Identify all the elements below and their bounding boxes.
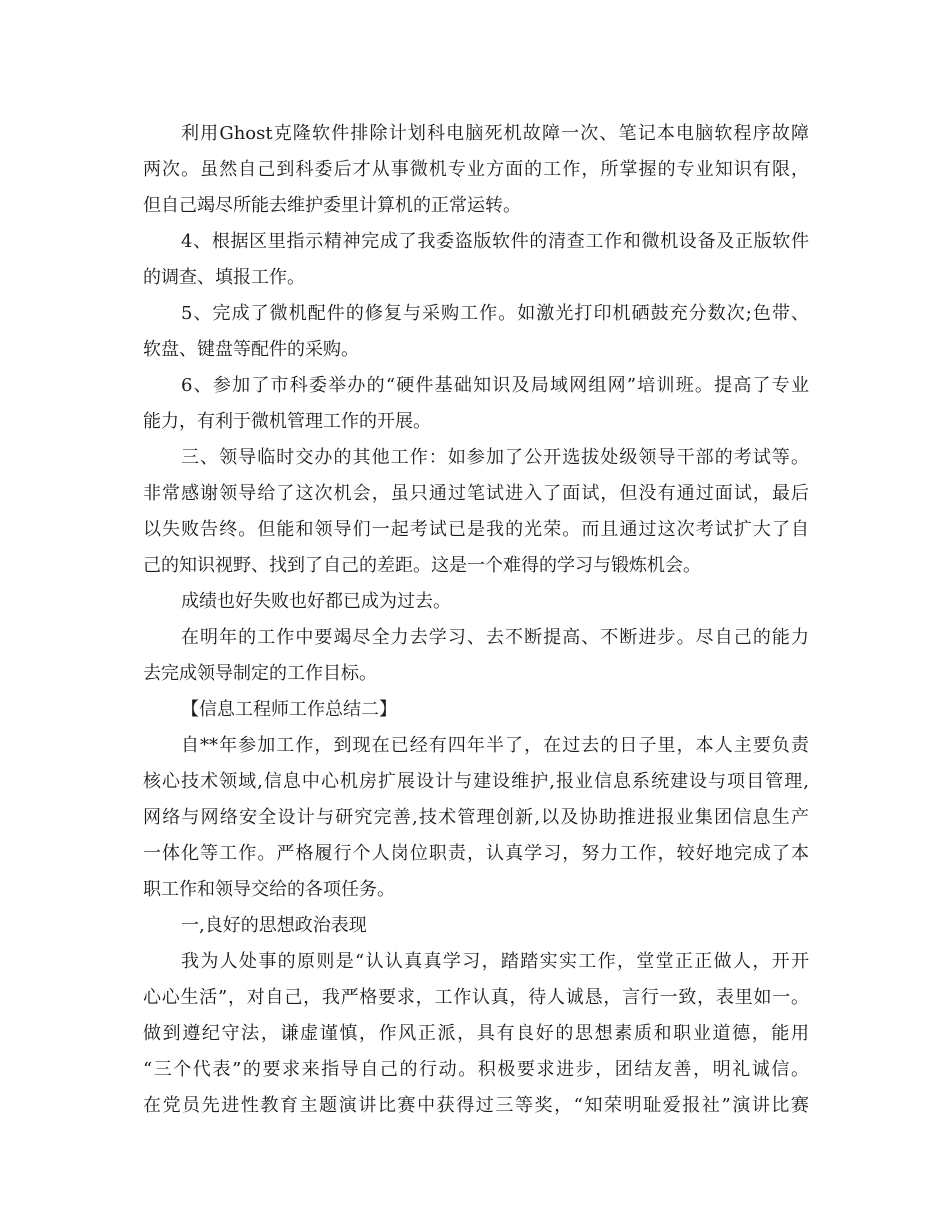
text-line: 的调查、填报工作。 [143, 267, 305, 288]
text-line: 心心生活”，对自己，我严格要求，工作认真，待人诚恳，言行一致，表里如一。 [143, 987, 809, 1008]
text-line: 一体化等工作。严格履行个人岗位职责，认真学习，努力工作，较好地完成了本 [143, 843, 809, 864]
text-line: 在明年的工作中要竭尽全力去学习、去不断提高、不断进步。尽自己的能力 [181, 627, 809, 648]
text-line: 己的知识视野、找到了自己的差距。这是一个难得的学习与锻炼机会。 [143, 555, 701, 576]
text-line: 软盘、键盘等配件的采购。 [143, 339, 359, 360]
text-line: 我为人处事的原则是“认认真真学习，踏踏实实工作，堂堂正正做人，开开 [181, 951, 809, 972]
text-line: 做到遵纪守法，谦虚谨慎，作风正派，具有良好的思想素质和职业道德，能用 [143, 1023, 809, 1044]
text-line: 但自己竭尽所能去维护委里计算机的正常运转。 [143, 195, 521, 216]
text-line: 两次。虽然自己到科委后才从事微机专业方面的工作，所掌握的专业知识有限， [143, 159, 809, 180]
text-line: “三个代表”的要求来指导自己的行动。积极要求进步，团结友善，明礼诚信。 [143, 1059, 809, 1080]
document-body [143, 116, 809, 1124]
text-line: 以失败告终。但能和领导们一起考试已是我的光荣。而且通过这次考试扩大了自 [143, 519, 809, 540]
text-line: 5、完成了微机配件的修复与采购工作。如激光打印机硒鼓充分数次;色带、 [181, 303, 809, 324]
text-line: 一,良好的思想政治表现 [181, 915, 367, 936]
text-line: 【信息工程师工作总结二】 [181, 699, 397, 720]
text-line: 去完成领导制定的工作目标。 [143, 663, 377, 684]
text-line: 4、根据区里指示精神完成了我委盗版软件的清查工作和微机设备及正版软件 [181, 231, 809, 252]
text-line: 自**年参加工作，到现在已经有四年半了，在过去的日子里，本人主要负责 [181, 735, 809, 756]
text-line: 在党员先进性教育主题演讲比赛中获得过三等奖，“知荣明耻爱报社”演讲比赛 [143, 1095, 809, 1116]
text-line: 能力，有利于微机管理工作的开展。 [143, 411, 431, 432]
text-line: 三、领导临时交办的其他工作：如参加了公开选拔处级领导干部的考试等。 [181, 447, 809, 468]
text-line: 6、参加了市科委举办的“硬件基础知识及局域网组网”培训班。提高了专业 [181, 375, 809, 396]
text-line: 网络与网络安全设计与研究完善,技术管理创新,以及协助推进报业集团信息生产 [143, 807, 809, 828]
text-line: 非常感谢领导给了这次机会，虽只通过笔试进入了面试，但没有通过面试，最后 [143, 483, 809, 504]
text-line: 成绩也好失败也好都已成为过去。 [181, 591, 451, 612]
text-line: 职工作和领导交给的各项任务。 [143, 879, 395, 900]
text-line: 利用Ghost克隆软件排除计划科电脑死机故障一次、笔记本电脑软程序故障 [181, 123, 809, 144]
text-line: 核心技术领域,信息中心机房扩展设计与建设维护,报业信息系统建设与项目管理, [143, 771, 809, 792]
